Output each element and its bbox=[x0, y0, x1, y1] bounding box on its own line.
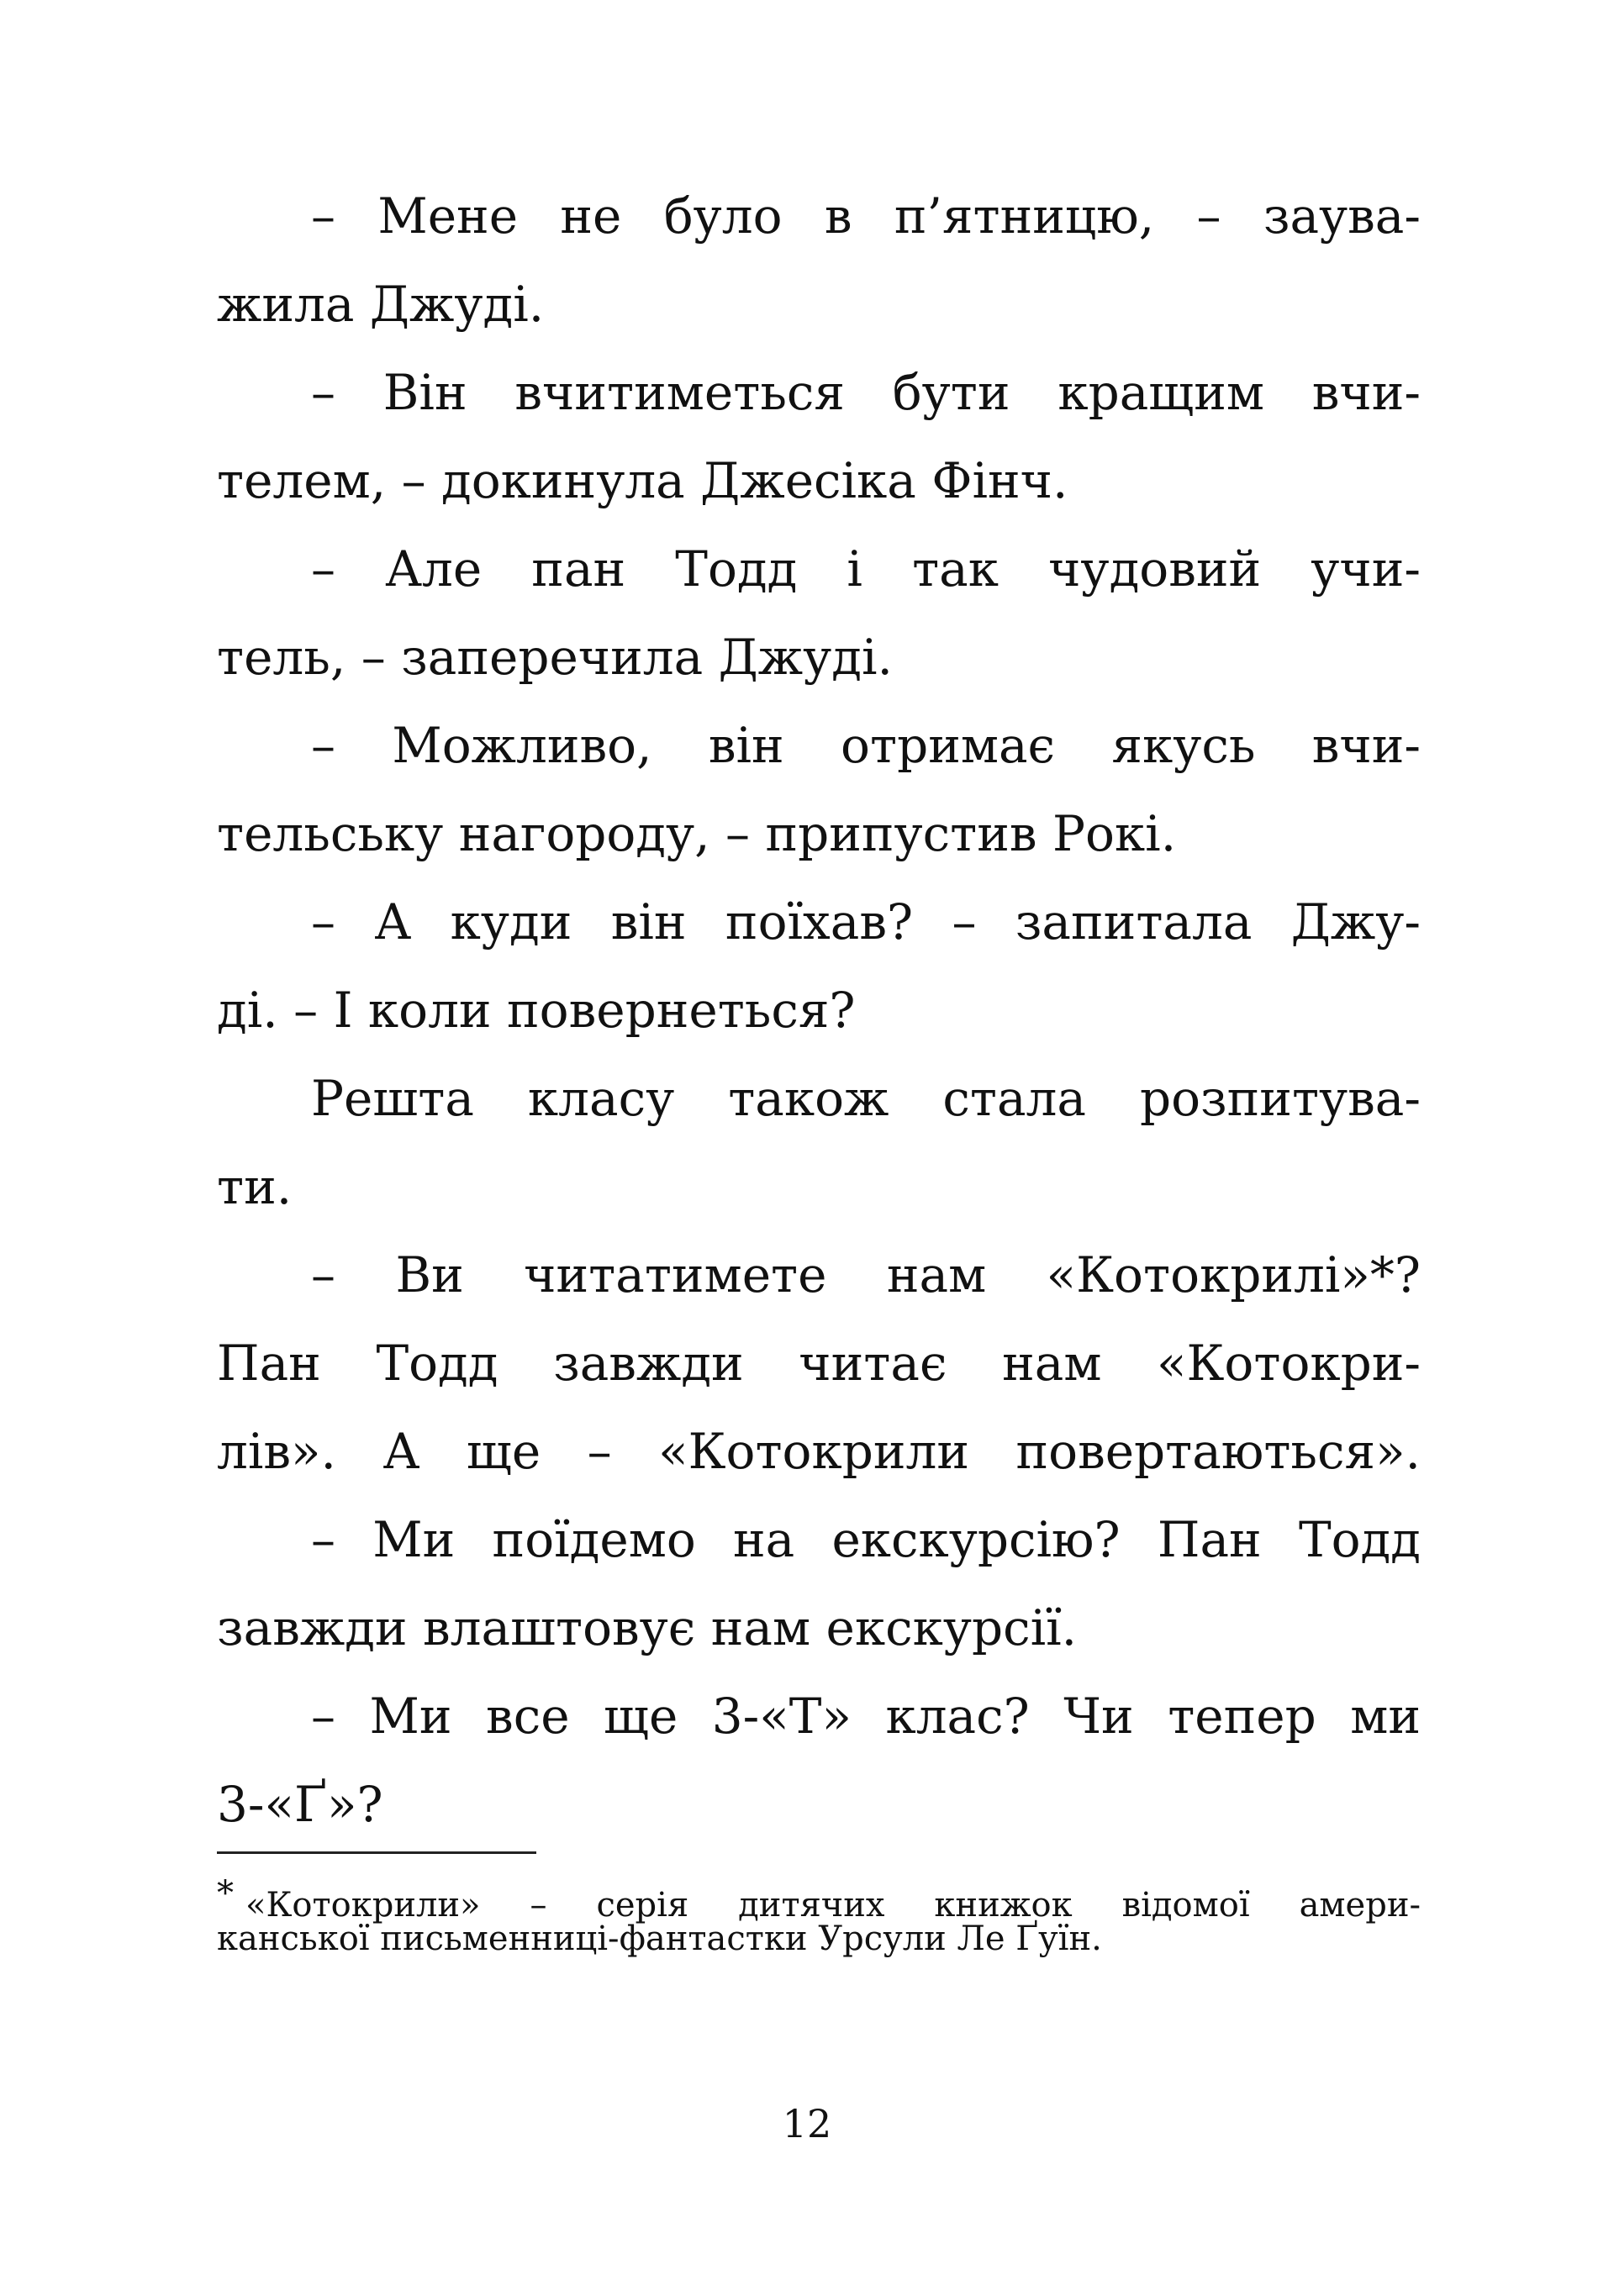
body-line: Решта класу також стала розпитува- bbox=[311, 1070, 1421, 1127]
body-line: тельську нагороду, – припустив Рокі. bbox=[217, 805, 1177, 862]
body-line: лів». А ще – «Котокрили повертаються». bbox=[217, 1423, 1421, 1480]
footnote-marker: * bbox=[217, 1874, 234, 1913]
body-line: тель, – заперечила Джуді. bbox=[217, 629, 893, 686]
body-line: 3-«Ґ»? bbox=[217, 1776, 383, 1833]
footnote-line-2: канської письменниці-фантастки Урсули Ле Ґуїн. bbox=[217, 1919, 1102, 1958]
body-line: – Але пан Тодд і так чудовий учи- bbox=[311, 540, 1421, 598]
body-line: – Мене не було в п’ятницю, – заува- bbox=[311, 187, 1421, 245]
body-line: – А куди він поїхав? – запитала Джу- bbox=[311, 893, 1421, 951]
body-line: ді. – І коли повернеться? bbox=[217, 982, 856, 1039]
body-line: – Ви читатимете нам «Котокрилі»*? bbox=[311, 1246, 1421, 1303]
footnote-divider bbox=[217, 1851, 536, 1854]
page-number: 12 bbox=[782, 2101, 832, 2146]
body-line: – Він вчитиметься бути кращим вчи- bbox=[311, 364, 1421, 421]
body-line: ти. bbox=[217, 1158, 293, 1215]
body-line: телем, – докинула Джесіка Фінч. bbox=[217, 452, 1068, 509]
body-line: – Можливо, він отримає якусь вчи- bbox=[311, 717, 1421, 774]
footnote-text-1: «Котокрили» – серія дитячих книжок відомої амери- bbox=[245, 1886, 1421, 1925]
body-line: Пан Тодд завжди читає нам «Котокри- bbox=[217, 1335, 1421, 1392]
body-line: – Ми все ще 3-«Т» клас? Чи тепер ми bbox=[311, 1688, 1421, 1745]
body-line: – Ми поїдемо на екскурсію? Пан Тодд bbox=[311, 1511, 1421, 1568]
body-line: жила Джуді. bbox=[217, 276, 545, 333]
body-line: завжди влаштовує нам екскурсії. bbox=[217, 1599, 1078, 1656]
